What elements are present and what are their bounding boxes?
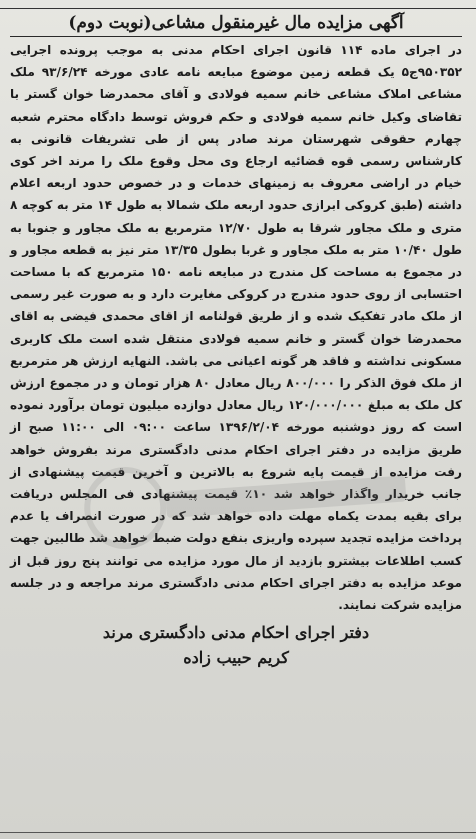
notice-body: در اجرای ماده ۱۱۴ قانون اجرای احکام مدنی به موجب پرونده اجرایی ۹۵۰۳۵۲ج۵ یک قطعه زمین موضوع مبایعه نامه عادی مورخه ۹۳/۶/۲۴ ملک مشاعی املاک مشاعی خانم سمیه فولادی و آقای محمدرضا خوان گستر با تقاضای وکیل خانم سمیه فولادی و حکم فروش توسط دادگاه محترم شعبه چهارم حقوقی شهرستان مرند صادر پس از طی تشریفات قانونی به کارشناس رسمی قوه قضائیه ارجاع وی محل وقوع ملک را مرند اخر کوی خیام در اراضی معروف به زمینهای خدمات و در خصوص حدود اربعه اعلام داشته (طبق کروکی ابرازی حدود اربعه ملک شمالا به طول ۱۴ متر به کوچه ۸ متری و ملک مجاور شرقا به طول ۱۲/۷۰ مترمربع به ملک مجاور و جنوبا به طول ۱۰/۴۰ متر به ملک مجاور و غربا بطول ۱۳/۳۵ متر نیز به قطعه مجاور و در مجموع به مساحت کل مندرج در مبایعه نامه ۱۵۰ مترمربع که با مساحت احتسابی از روی حدود مندرج در کروکی مغایرت دارد و به صورت غیر رسمی از ملک مادر تفکیک شده و از طریق قولنامه از اقای محمدی فیضی به اقای محمدرضا خوان گستر و خانم سمیه فولادی منتقل شده است ملک کاربری مسکونی نداشته و فاقد هر گونه اعیانی می باشد. النهایه ارزش هر مترمربع از ملک فوق الذکر را ۸۰۰/۰۰۰ ریال معادل ۸۰ هزار تومان و در مجموع ارزش کل ملک به مبلغ ۱۲۰/۰۰۰/۰۰۰ ریال معادل دوازده میلیون تومان برآورد نموده است که روز دوشنبه مورخه ۱۳۹۶/۲/۰۴ ساعت ۰۹:۰۰ الی ۱۱:۰۰ صبح از طریق مزایده در دفتر اجرای احکام مدنی دادگستری مرند بفروش خواهد رفت مزایده از قیمت پایه شروع به بالاترین و آخرین قیمت پیشنهادی از جانب خریدار واگذار خواهد شد ۱۰٪ قیمت پیشنهادی فی المجلس دریافت برای بقیه بمدت یکماه مهلت داده خواهد شد که در صورت انصراف یا عدم پرداخت مزایده تجدید سپرده واریزی بنفع دولت ضبط خواهد شد طالبین جهت کسب اطلاعات بیشترو بازدید از مال مورد مزایده می توانند پنج روز قبل از موعد مزایده به دفتر اجرای احکام مدنی دادگستری مرند مراجعه و در جلسه مزایده شرکت نمایند. <box>10 43 463 613</box>
notice-footer <box>10 620 462 670</box>
issuer-office: دفتر اجرای احکام مدنی دادگستری مرند <box>102 623 370 643</box>
signatory-name: کریم حبیب زاده <box>183 648 289 668</box>
top-cut-edge <box>0 0 476 9</box>
notice-title: آگهی مزایده مال غیرمنقول مشاعی(نوبت دوم) <box>10 11 462 37</box>
bottom-cut-edge <box>0 832 476 839</box>
